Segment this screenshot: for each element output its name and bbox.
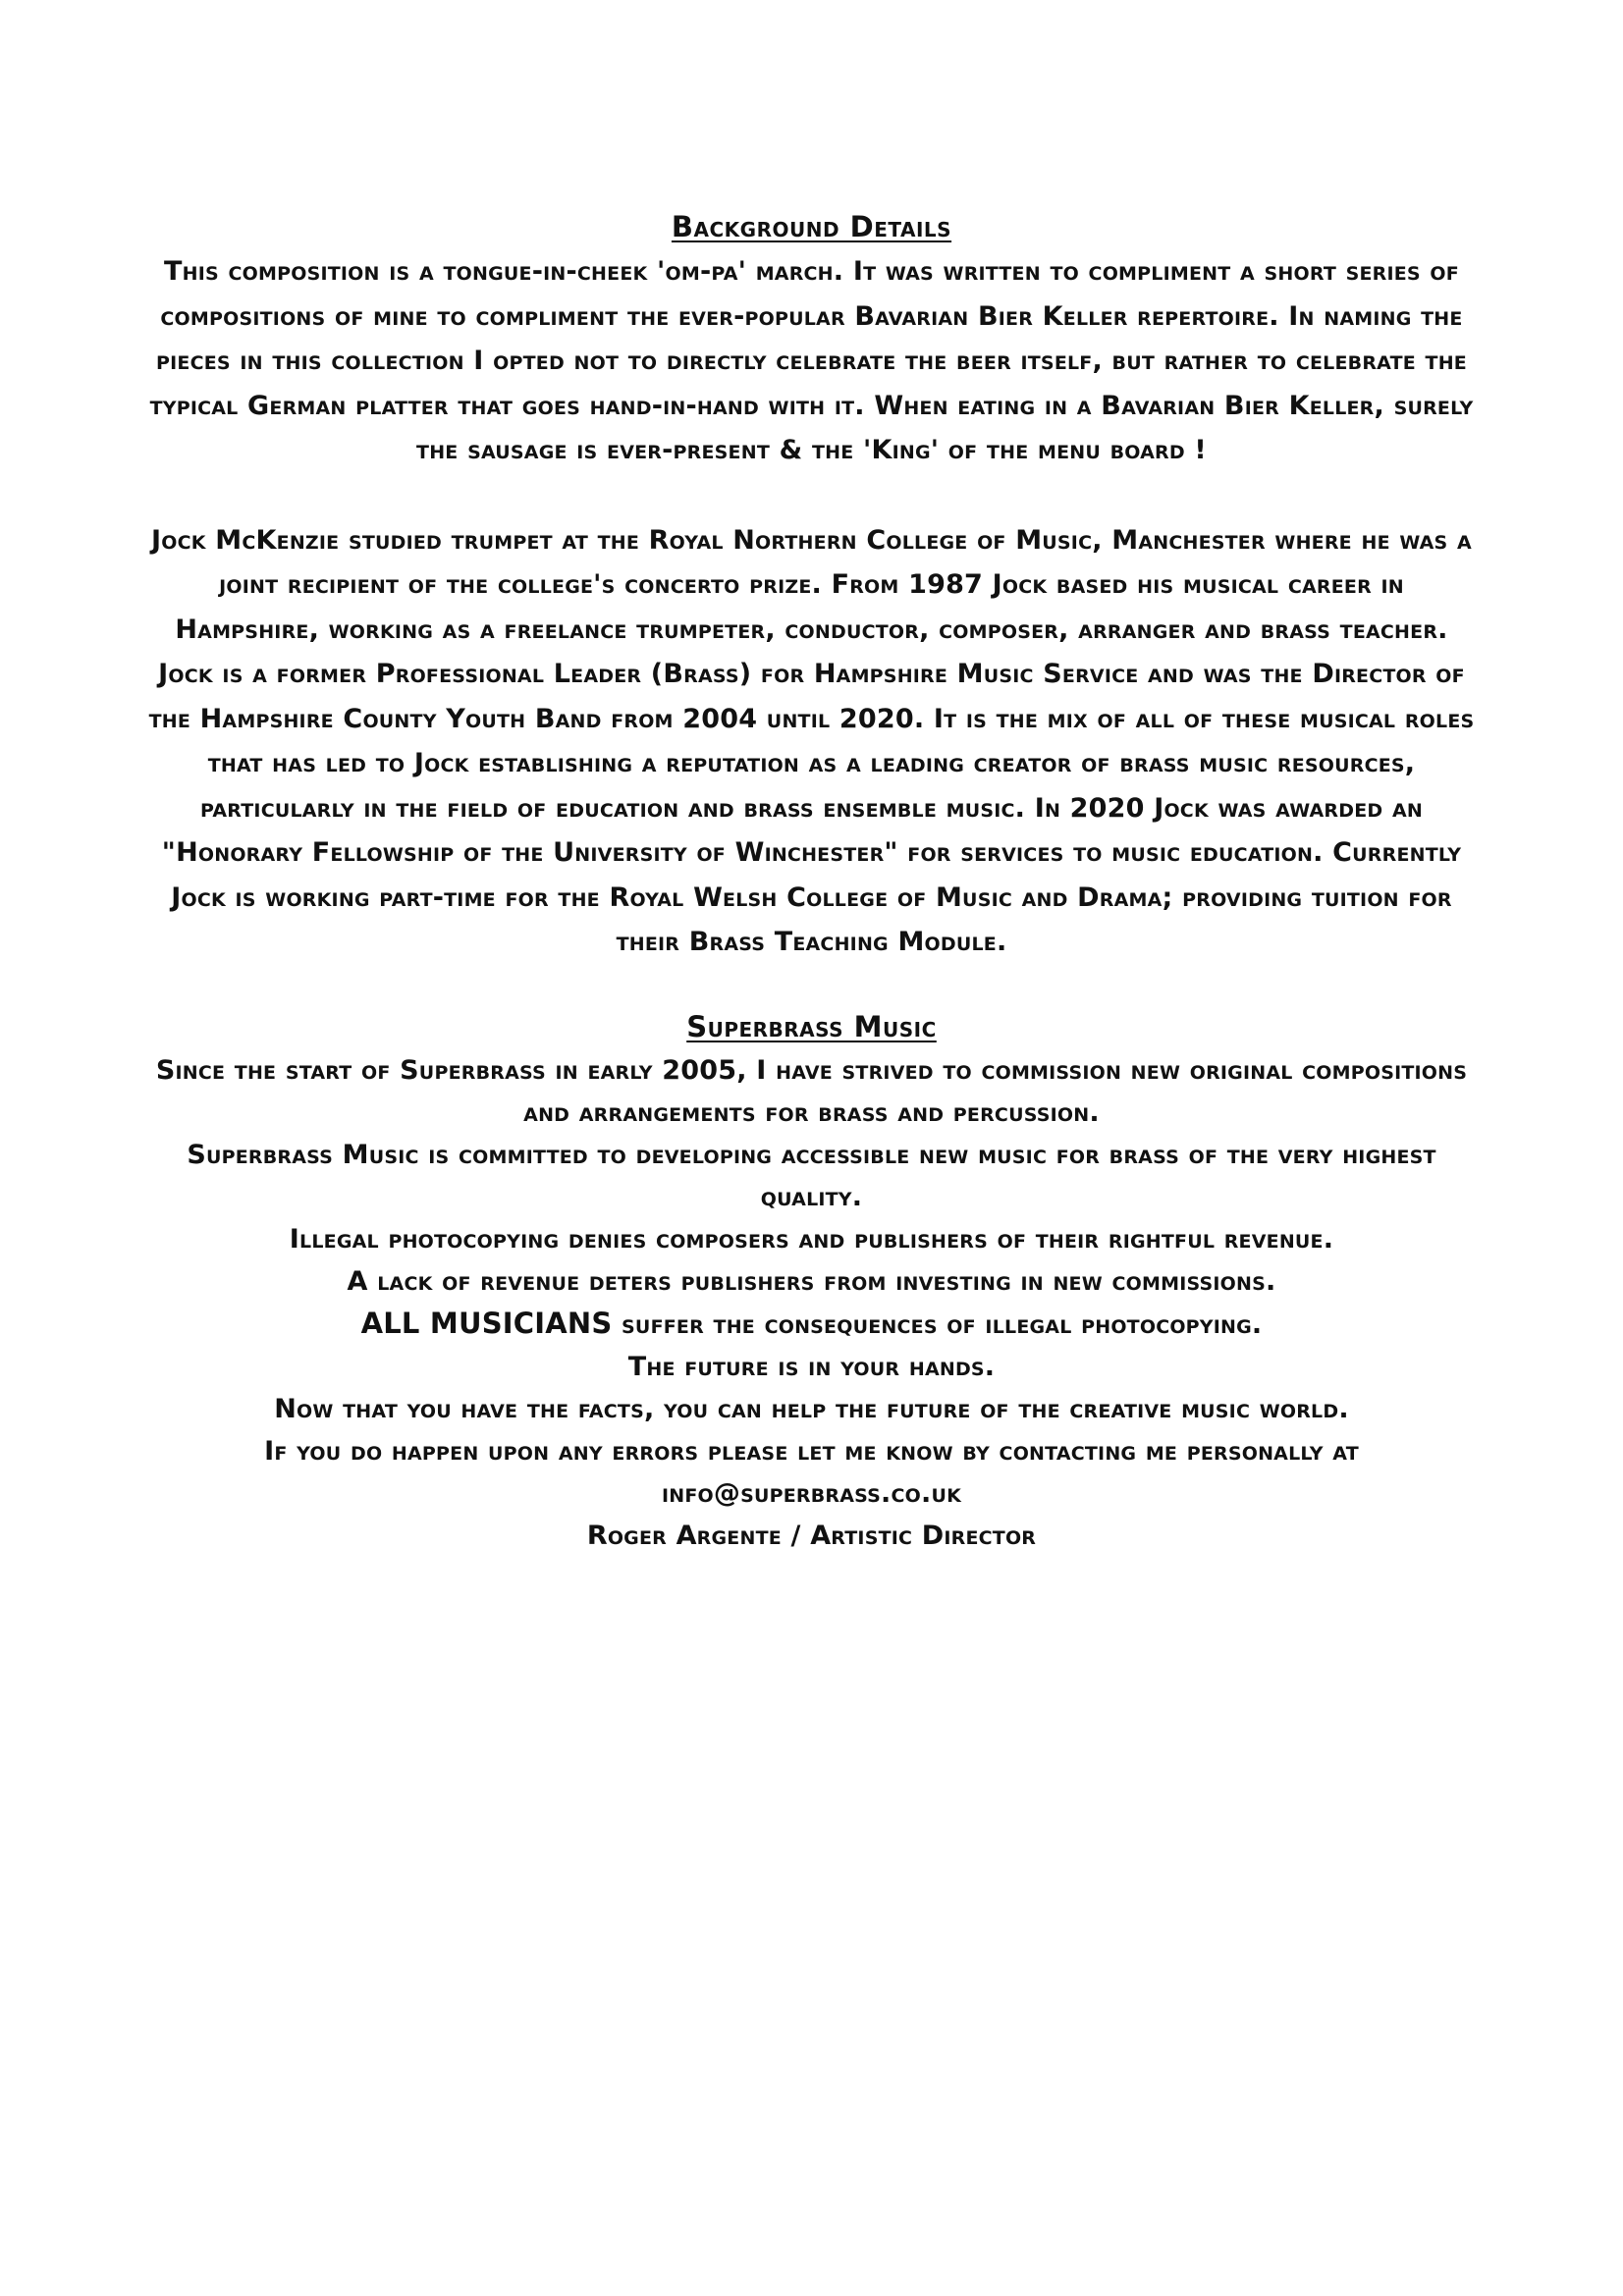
- section-spacer: [147, 473, 1476, 518]
- superbrass-line-errors: If you do happen upon any errors please let me know by contacting me personally at: [264, 1435, 1359, 1467]
- contact-email: info@superbrass.co.uk: [661, 1477, 962, 1509]
- signature: Roger Argente / Artistic Director: [586, 1520, 1037, 1551]
- document-page: [147, 204, 1476, 1557]
- superbrass-line-revenue: A lack of revenue deters publishers from investing in new commissions.: [347, 1265, 1276, 1297]
- background-details-paragraph: This composition is a tongue-in-cheek 'om-pa' march. It was written to compliment a short series of compositions of mine to compliment the ever-popular Bavarian Bier Keller repertoire. In naming the pieces in this collection I opted not to directly celebrate the beer itself, but rather to celebrate the typical German platter that goes hand-in-hand with it. When eating in a Bavarian Bier Keller, surely the sausage is ever-present & the 'King' of the menu board !: [149, 256, 1474, 465]
- superbrass-line-commission: Since the start of Superbrass in early 2005, I have strived to commission new original compositions and arrangements for brass and percussion.: [155, 1054, 1468, 1128]
- superbrass-line-musicians: [147, 1303, 1476, 1346]
- superbrass-line-photocopying: Illegal photocopying denies composers and publishers of their rightful revenue.: [289, 1223, 1334, 1255]
- all-musicians-emphasis: ALL MUSICIANS: [360, 1306, 613, 1340]
- superbrass-music-heading: Superbrass Music: [686, 1009, 937, 1043]
- section-spacer: [147, 965, 1476, 1004]
- superbrass-line-future: The future is in your hands.: [627, 1351, 996, 1382]
- superbrass-line-commitment: Superbrass Music is committed to developing accessible new music for brass of the very highest quality.: [187, 1139, 1436, 1212]
- biography-paragraph: Jock McKenzie studied trumpet at the Royal Northern College of Music, Manchester where he was a joint recipient of the college's concerto prize. From 1987 Jock based his musical career in Hampshire, working as a freelance trumpeter, conductor, composer, arranger and brass teacher. Jock is a former Professional Leader (Brass) for Hampshire Music Service and was the Director of the Hampshire County Youth Band from 2004 until 2020. It is the mix of all of these musical roles that has led to Jock establishing a reputation as a leading creator of brass music resources, particularly in the field of education and brass ensemble music. In 2020 Jock was awarded an "Honorary Fellowship of the University of Winchester" for services to music education. Currently Jock is working part-time for the Royal Welsh College of Music and Drama; providing tuition for their Brass Teaching Module.: [148, 524, 1475, 957]
- superbrass-line-facts: Now that you have the facts, you can help the future of the creative music world.: [274, 1393, 1349, 1424]
- background-details-heading: Background Details: [671, 210, 952, 243]
- musicians-line-rest: suffer the consequences of illegal photocopying.: [612, 1308, 1263, 1340]
